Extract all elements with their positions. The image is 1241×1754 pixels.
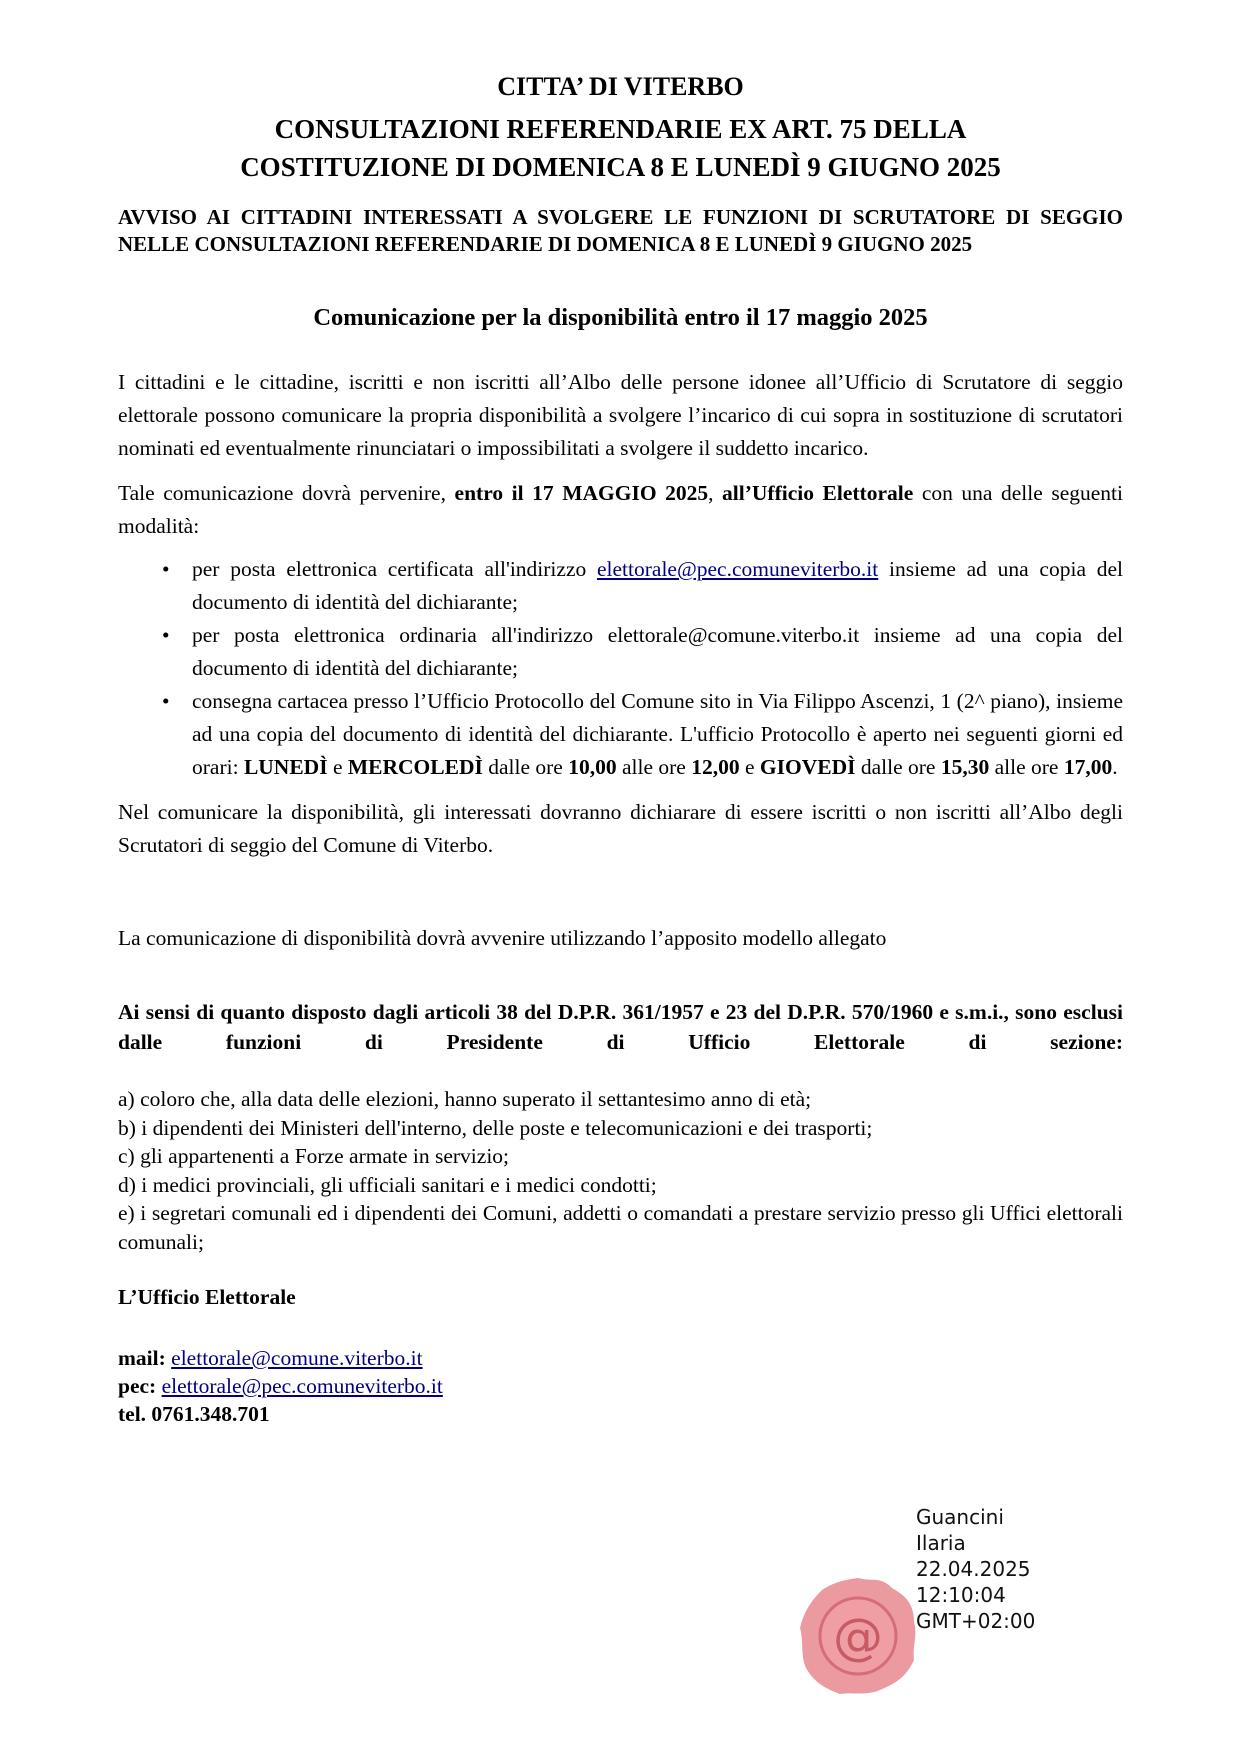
referendum-title-line1: CONSULTAZIONI REFERENDARIE EX ART. 75 DELLA xyxy=(274,114,967,144)
submission-methods-list xyxy=(118,553,1123,784)
pec-row xyxy=(118,1372,1123,1400)
method-email xyxy=(118,619,1123,685)
time-2: 12,00 xyxy=(691,755,740,779)
period: . xyxy=(1112,755,1118,779)
method-pec xyxy=(118,553,1123,619)
signature-timezone: GMT+02:00 xyxy=(916,1609,1036,1633)
deadline-comma: , xyxy=(708,481,723,505)
bullet-icon: • xyxy=(162,557,170,581)
exclusion-item: c) gli appartenenti a Forze armate in servizio; xyxy=(118,1144,510,1168)
communication-subtitle: Comunicazione per la disponibilità entro il 17 maggio 2025 xyxy=(313,304,928,331)
and-2: e xyxy=(739,755,760,779)
signature-date: 22.04.2025 xyxy=(916,1557,1031,1581)
method-pec-suffix: insieme ad una copia del documento di identità del dichiarante; xyxy=(192,557,1123,614)
to-2: alle ore xyxy=(989,755,1064,779)
deadline-suffix: con una delle seguenti modalità: xyxy=(118,481,1123,538)
exclusion-item: e) i segretari comunali ed i dipendenti dei Comuni, addetti o comandati a prestare servizio presso gli Uffici elettorali comunali; xyxy=(118,1201,1123,1254)
seal-at-glyph: @ xyxy=(833,1608,883,1666)
day-monday: LUNEDÌ xyxy=(243,755,328,779)
deadline-paragraph xyxy=(118,477,1123,543)
exclusions-list xyxy=(118,1085,1123,1256)
time-1: 10,00 xyxy=(568,755,617,779)
signer-surname: Guancini xyxy=(916,1505,1004,1529)
declaration-paragraph: Nel comunicare la disponibilità, gli interessati dovranno dichiarare di essere iscritti o non iscritti all’Albo degli Scrutatori di seggio del Comune di Viterbo. xyxy=(118,800,1123,857)
method-email-text: per posta elettronica ordinaria all'indirizzo elettorale@comune.viterbo.it insieme ad una copia del documento di identità del dichiarante; xyxy=(192,623,1123,680)
deadline-office: all’Ufficio Elettorale xyxy=(722,481,914,505)
method-paper-text: consegna cartacea presso l’Ufficio Protocollo del Comune sito in Via Filippo Ascenzi, 1 (2^ piano), insieme ad una copia del documento di identità del dichiarante. L'ufficio Protocollo è aperto nei seguenti giorni ed orari: xyxy=(192,689,1123,779)
deadline-date: entro il 17 MAGGIO 2025 xyxy=(454,481,709,505)
legal-paragraph: Ai sensi di quanto disposto dagli articoli 38 del D.P.R. 361/1957 e 23 del D.P.R. 570/1960 e s.m.i., sono esclusi dalle funzioni di Presidente di Ufficio Elettorale di sezione: xyxy=(118,1000,1123,1054)
office-signature: L’Ufficio Elettorale xyxy=(118,1285,296,1309)
notice-heading: AVVISO AI CITTADINI INTERESSATI A SVOLGERE LE FUNZIONI DI SCRUTATORE DI SEGGIO NELLE CONSULTAZIONI REFERENDARIE DI DOMENICA 8 E LUNEDÌ 9 GIUGNO 2025 xyxy=(118,205,1123,256)
mail-label: mail: xyxy=(118,1346,166,1370)
to-1: alle ore xyxy=(616,755,692,779)
at-sign-seal-icon xyxy=(796,1574,920,1698)
contacts-block xyxy=(118,1344,1123,1428)
time-3: 15,30 xyxy=(940,755,990,779)
bullet-icon: • xyxy=(162,689,170,713)
deadline-prefix: Tale comunicazione dovrà pervenire, xyxy=(118,481,455,505)
mail-row xyxy=(118,1344,1123,1372)
exclusion-item: d) i medici provinciali, gli ufficiali sanitari e i medici condotti; xyxy=(118,1172,657,1197)
bullet-icon: • xyxy=(162,623,170,647)
signature-time: 12:10:04 xyxy=(916,1583,1006,1607)
document-page xyxy=(118,70,1123,1428)
pec-email-link[interactable]: elettorale@pec.comuneviterbo.it xyxy=(596,557,879,581)
method-paper xyxy=(118,685,1123,784)
pec-label: pec: xyxy=(118,1374,157,1398)
method-pec-prefix: per posta elettronica certificata all'indirizzo xyxy=(192,557,597,581)
city-heading: CITTA’ DI VITERBO xyxy=(497,72,744,101)
phone-number: tel. 0761.348.701 xyxy=(118,1402,270,1426)
referendum-title xyxy=(118,110,1123,186)
pec-link[interactable]: elettorale@pec.comuneviterbo.it xyxy=(161,1374,443,1398)
from-2: dalle ore xyxy=(855,755,941,779)
exclusion-item: a) coloro che, alla data delle elezioni, hanno superato il settantesimo anno di età; xyxy=(118,1087,812,1111)
digital-signature xyxy=(916,1504,1096,1634)
from-1: dalle ore xyxy=(482,755,569,779)
and-1: e xyxy=(327,755,348,779)
day-wednesday: MERCOLEDÌ xyxy=(347,755,483,779)
referendum-title-line2: COSTITUZIONE DI DOMENICA 8 E LUNEDÌ 9 GIUGNO 2025 xyxy=(240,152,1001,182)
intro-paragraph: I cittadini e le cittadine, iscritti e non iscritti all’Albo delle persone idonee all’Ufficio di Scrutatore di seggio elettorale possono comunicare la propria disponibilità a svolgere l’incarico di cui sopra in sostituzione di scrutatori nominati ed eventualmente rinunciatari o impossibilitati a svolgere il suddetto incarico. xyxy=(118,370,1123,460)
time-4: 17,00 xyxy=(1063,755,1113,779)
form-paragraph: La comunicazione di disponibilità dovrà avvenire utilizzando l’apposito modello allegato xyxy=(118,926,887,950)
day-thursday: GIOVEDÌ xyxy=(759,755,856,779)
mail-link[interactable]: elettorale@comune.viterbo.it xyxy=(171,1346,423,1370)
exclusion-item: b) i dipendenti dei Ministeri dell'interno, delle poste e telecomunicazioni e dei trasporti; xyxy=(118,1115,873,1140)
signer-name: Ilaria xyxy=(916,1531,966,1555)
